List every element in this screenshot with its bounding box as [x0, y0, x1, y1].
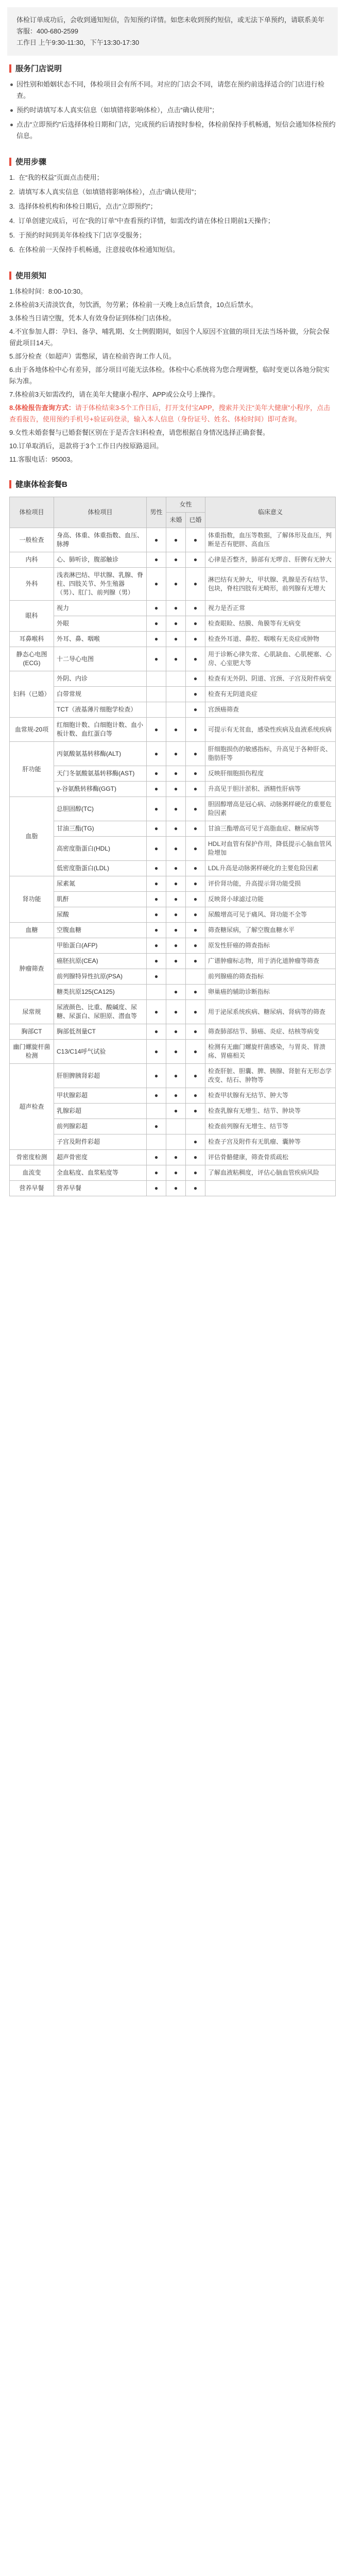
- row-category: 幽门螺旋杆菌检测: [10, 1040, 54, 1064]
- row-married-mark: ●: [186, 837, 205, 861]
- row-item: 全血粘度、血浆粘度等: [54, 1165, 147, 1181]
- row-item: 外眼: [54, 616, 147, 632]
- row-meaning: 评估骨骼健康，筛查骨质疏松: [205, 1150, 336, 1165]
- row-meaning: 原发性肝癌的筛查指标: [205, 938, 336, 954]
- row-unmarried-mark: ●: [166, 1024, 186, 1040]
- row-married-mark: [186, 969, 205, 985]
- row-item: 前列腺彩超: [54, 1119, 147, 1134]
- row-item: 营养早餐: [54, 1181, 147, 1196]
- store-section: [0, 56, 345, 149]
- table-row: [10, 1104, 336, 1119]
- row-meaning: [205, 1181, 336, 1196]
- row-male-mark: [147, 671, 166, 687]
- row-male-mark: ●: [147, 1088, 166, 1104]
- row-married-mark: ●: [186, 797, 205, 821]
- table-row: [10, 1134, 336, 1150]
- table-row: [10, 1119, 336, 1134]
- row-item: 尿液颜色、比重、酸碱度、尿糖、尿蛋白、尿胆原、潜血等: [54, 1000, 147, 1024]
- row-male-mark: ●: [147, 528, 166, 552]
- package-title: 健康体检套餐B: [15, 480, 67, 489]
- row-category: 妇科（已婚）: [10, 671, 54, 718]
- tip-item: 7.体检前3天如需改约，请在美年大健康小程序、APP或公众号上操作。: [9, 391, 220, 398]
- row-married-mark: ●: [186, 1181, 205, 1196]
- row-item: γ-谷氨酰转移酶(GGT): [54, 782, 147, 797]
- package-table-wrap: [0, 497, 345, 1196]
- row-meaning: 宫颈癌筛查: [205, 702, 336, 718]
- row-item: 甲胎蛋白(AFP): [54, 938, 147, 954]
- row-item: 身高、体重、体重指数、血压、脉搏: [54, 528, 147, 552]
- row-item: 乳腺彩超: [54, 1104, 147, 1119]
- package-section: [0, 471, 345, 497]
- row-unmarried-mark: ●: [166, 568, 186, 601]
- row-unmarried-mark: ●: [166, 552, 186, 568]
- row-unmarried-mark: ●: [166, 601, 186, 616]
- row-unmarried-mark: [166, 687, 186, 702]
- row-male-mark: ●: [147, 718, 166, 742]
- row-category: 血脂: [10, 797, 54, 876]
- row-meaning: 检查子宫及附件有无肌瘤、囊肿等: [205, 1134, 336, 1150]
- row-male-mark: ●: [147, 1119, 166, 1134]
- row-unmarried-mark: [166, 671, 186, 687]
- tip-item: 6.由于各地体检中心有差异，部分项目可能无法体检。体检中心系统将为您合理调整，临时变更以各地分院实际为准。: [9, 366, 330, 385]
- tip-item: 4.不宜参加人群：孕妇、备孕、哺乳期、女士例假期间，如因个人原因不宜做的项目无法当场补做，分院会保留此项目14天。: [9, 328, 330, 347]
- notice-hours: 工作日 上午9:30-11:30，下午13:30-17:30: [16, 39, 140, 46]
- row-meaning: 检查甲状腺有无结节、肿大等: [205, 1088, 336, 1104]
- row-category: 内科: [10, 552, 54, 568]
- row-category: 超声检查: [10, 1064, 54, 1150]
- row-married-mark: ●: [186, 1024, 205, 1040]
- row-meaning: 检查肝脏、胆囊、脾、胰腺、肾脏有无形态学改变、结石、肿物等: [205, 1064, 336, 1088]
- table-row: [10, 876, 336, 892]
- row-meaning: 评价肾功能，升高提示肾功能受损: [205, 876, 336, 892]
- row-unmarried-mark: ●: [166, 1064, 186, 1088]
- row-item: 外耳、鼻、咽喉: [54, 632, 147, 647]
- row-unmarried-mark: ●: [166, 837, 186, 861]
- row-category: 静态心电图(ECG): [10, 647, 54, 671]
- row-unmarried-mark: ●: [166, 616, 186, 632]
- row-meaning: 视力是否正常: [205, 601, 336, 616]
- row-unmarried-mark: ●: [166, 876, 186, 892]
- row-male-mark: ●: [147, 782, 166, 797]
- row-married-mark: ●: [186, 1165, 205, 1181]
- row-meaning: 检查外耳道、鼻腔、咽喉有无炎症或肿物: [205, 632, 336, 647]
- row-married-mark: ●: [186, 782, 205, 797]
- row-male-mark: ●: [147, 892, 166, 907]
- row-meaning: 心律是否整齐，肺部有无啰音、肝脾有无肿大: [205, 552, 336, 568]
- row-unmarried-mark: ●: [166, 892, 186, 907]
- row-male-mark: ●: [147, 552, 166, 568]
- row-category: 眼科: [10, 601, 54, 632]
- table-row: [10, 782, 336, 797]
- row-married-mark: ●: [186, 821, 205, 837]
- tip-item: 5.部分检查（如超声）需憋尿，请在检前咨询工作人员。: [9, 352, 176, 360]
- row-meaning: 可提示有无贫血，感染性疾病及血液系统疾病: [205, 718, 336, 742]
- col-header-married: 已婚: [186, 513, 205, 528]
- row-category: 耳鼻喉科: [10, 632, 54, 647]
- row-meaning: 检测有无幽门螺旋杆菌感染，与胃炎、胃溃疡、胃癌相关: [205, 1040, 336, 1064]
- package-table: [9, 497, 336, 1196]
- table-row: [10, 742, 336, 766]
- notice-box: [7, 7, 338, 56]
- row-unmarried-mark: ●: [166, 782, 186, 797]
- row-unmarried-mark: ●: [166, 923, 186, 938]
- table-row: [10, 1088, 336, 1104]
- row-male-mark: ●: [147, 907, 166, 923]
- tip-item: 11.客服电话：95003。: [9, 455, 77, 463]
- row-married-mark: ●: [186, 528, 205, 552]
- row-male-mark: ●: [147, 938, 166, 954]
- row-male-mark: ●: [147, 861, 166, 876]
- row-married-mark: ●: [186, 616, 205, 632]
- row-category: 一般检查: [10, 528, 54, 552]
- table-row: [10, 1064, 336, 1088]
- row-married-mark: ●: [186, 766, 205, 782]
- tips-section: [0, 263, 345, 471]
- table-row: [10, 552, 336, 568]
- row-male-mark: ●: [147, 601, 166, 616]
- row-category: 血流变: [10, 1165, 54, 1181]
- row-unmarried-mark: ●: [166, 1104, 186, 1119]
- row-item: 红细胞计数、白细胞计数、血小板计数、血红蛋白等: [54, 718, 147, 742]
- store-item: 因性别和婚姻状态不同，体检项目会有所不同。对应的门店会不同，请您在预约前选择适合的门店进行检查。: [9, 79, 336, 101]
- tip-item: 10.订单取消后，退款将于3个工作日内按原路退回。: [9, 442, 163, 450]
- table-row: [10, 632, 336, 647]
- section-bar-icon: [9, 64, 11, 73]
- row-married-mark: ●: [186, 892, 205, 907]
- row-unmarried-mark: [166, 702, 186, 718]
- row-item: 胸部低剂量CT: [54, 1024, 147, 1040]
- row-male-mark: ●: [147, 1000, 166, 1024]
- row-meaning: HDL对血管有保护作用，降低提示心脑血管风险增加: [205, 837, 336, 861]
- row-unmarried-mark: ●: [166, 766, 186, 782]
- notice-line: 体检订单成功后，会收到通知短信，告知预约详情。如您未收到预约短信，或无法下单预约，请联系美年客服：400-680-2599: [16, 16, 325, 35]
- row-male-mark: ●: [147, 821, 166, 837]
- col-header-unmarried: 未婚: [166, 513, 186, 528]
- row-unmarried-mark: ●: [166, 1088, 186, 1104]
- row-meaning: 广谱肿瘤标志物，用于消化道肿瘤等筛查: [205, 954, 336, 969]
- section-bar-icon: [9, 158, 11, 166]
- row-item: 浅表淋巴结、甲状腺、乳腺、脊柱、四肢关节、外生殖器（男）、肛门、前列腺（男）: [54, 568, 147, 601]
- table-row: [10, 837, 336, 861]
- table-row: [10, 797, 336, 821]
- row-item: 高密度脂蛋白(HDL): [54, 837, 147, 861]
- row-unmarried-mark: ●: [166, 821, 186, 837]
- row-married-mark: ●: [186, 568, 205, 601]
- row-married-mark: ●: [186, 1064, 205, 1088]
- row-item: 前列腺特异性抗原(PSA): [54, 969, 147, 985]
- row-male-mark: ●: [147, 876, 166, 892]
- row-married-mark: ●: [186, 702, 205, 718]
- row-meaning: 检查有无阴道炎症: [205, 687, 336, 702]
- row-unmarried-mark: ●: [166, 528, 186, 552]
- row-item: 超声骨密度: [54, 1150, 147, 1165]
- row-male-mark: ●: [147, 797, 166, 821]
- table-row: [10, 568, 336, 601]
- table-row: [10, 892, 336, 907]
- table-row: [10, 1150, 336, 1165]
- row-meaning: 筛查肺部结节、肺癌、炎症、结核等病变: [205, 1024, 336, 1040]
- row-meaning: 检查前列腺有无增生、结节等: [205, 1119, 336, 1134]
- row-male-mark: [147, 702, 166, 718]
- row-male-mark: ●: [147, 923, 166, 938]
- row-married-mark: ●: [186, 1104, 205, 1119]
- row-item: 总胆固醇(TC): [54, 797, 147, 821]
- row-item: 甲状腺彩超: [54, 1088, 147, 1104]
- row-male-mark: ●: [147, 568, 166, 601]
- steps-title: 使用步骤: [15, 158, 47, 166]
- table-row: [10, 1040, 336, 1064]
- col-header-item: 体检项目: [54, 497, 147, 528]
- row-category: 肿瘤筛查: [10, 938, 54, 1000]
- store-item: 点击“立即预约”后选择体检日期和门店，完成预约后请按时参检，体检前保持手机畅通，短信会通知体检预约信息。: [9, 119, 336, 142]
- tip-item: 9.女性未婚套餐与已婚套餐区别在于是否含妇科检查，请您根据自身情况选择正确套餐。: [9, 429, 269, 436]
- row-meaning: 体重指数，血压等数据，了解体形及血压，判断是否有肥胖、高血压: [205, 528, 336, 552]
- row-meaning: 用于泌尿系统疾病、糖尿病、肾病等的筛查: [205, 1000, 336, 1024]
- tips-title: 使用须知: [15, 272, 47, 280]
- row-male-mark: ●: [147, 837, 166, 861]
- row-item: 子宫及附件彩超: [54, 1134, 147, 1150]
- row-male-mark: [147, 1134, 166, 1150]
- row-married-mark: ●: [186, 861, 205, 876]
- row-unmarried-mark: ●: [166, 954, 186, 969]
- row-married-mark: ●: [186, 552, 205, 568]
- row-male-mark: ●: [147, 1064, 166, 1088]
- table-row: [10, 687, 336, 702]
- table-row: [10, 969, 336, 985]
- row-unmarried-mark: [166, 1134, 186, 1150]
- row-married-mark: ●: [186, 742, 205, 766]
- row-meaning: 卵巢癌的辅助诊断指标: [205, 985, 336, 1000]
- row-unmarried-mark: [166, 1119, 186, 1134]
- col-header-male: 男性: [147, 497, 166, 528]
- table-row: [10, 1024, 336, 1040]
- table-row: [10, 766, 336, 782]
- row-category: 营养早餐: [10, 1181, 54, 1196]
- table-row: [10, 616, 336, 632]
- tip-item: 2.体检前3天清淡饮食，勿饮酒，勿劳累；体检前一天晚上8点后禁食，10点后禁水。: [9, 301, 257, 309]
- row-male-mark: ●: [147, 632, 166, 647]
- row-married-mark: ●: [186, 1150, 205, 1165]
- tip-item: 1.体检时间：8:00-10:30。: [9, 287, 88, 295]
- row-married-mark: ●: [186, 938, 205, 954]
- row-item: TCT（液基薄片细胞学检查）: [54, 702, 147, 718]
- row-male-mark: ●: [147, 1040, 166, 1064]
- row-item: 空腹血糖: [54, 923, 147, 938]
- table-row: [10, 907, 336, 923]
- row-male-mark: ●: [147, 616, 166, 632]
- row-unmarried-mark: ●: [166, 1000, 186, 1024]
- row-item: 白带常规: [54, 687, 147, 702]
- row-item: 癌胚抗原(CEA): [54, 954, 147, 969]
- row-meaning: LDL升高是动脉粥样硬化的主要危险因素: [205, 861, 336, 876]
- table-row: [10, 718, 336, 742]
- section-bar-icon: [9, 480, 11, 488]
- row-meaning: 反映肾小球滤过功能: [205, 892, 336, 907]
- row-item: 尿酸: [54, 907, 147, 923]
- table-row: [10, 702, 336, 718]
- row-married-mark: ●: [186, 1088, 205, 1104]
- table-row: [10, 1181, 336, 1196]
- table-row: [10, 1165, 336, 1181]
- row-meaning: 筛查糖尿病，了解空腹血糖水平: [205, 923, 336, 938]
- row-married-mark: ●: [186, 985, 205, 1000]
- table-row: [10, 1000, 336, 1024]
- row-item: 丙氨酸氨基转移酶(ALT): [54, 742, 147, 766]
- row-item: 甘油三酯(TG): [54, 821, 147, 837]
- row-married-mark: ●: [186, 954, 205, 969]
- row-unmarried-mark: ●: [166, 907, 186, 923]
- row-male-mark: ●: [147, 1024, 166, 1040]
- table-row: [10, 601, 336, 616]
- row-unmarried-mark: ●: [166, 647, 186, 671]
- row-meaning: 检查有无外阴、阴道、宫颈、子宫及附件病变: [205, 671, 336, 687]
- row-unmarried-mark: ●: [166, 1040, 186, 1064]
- row-male-mark: [147, 985, 166, 1000]
- report-query-tip: 8.体检报告查询方式：请于体检结束3-5个工作日后，打开支付宝APP，搜索并关注“美年大健康”小程序，点击查看报告，使用预约手机号+验证码登录，输入本人信息（身份证号、姓名、体检时间）即可查询。: [9, 404, 331, 423]
- row-meaning: 升高见于胆汁淤积、酒精性肝病等: [205, 782, 336, 797]
- row-married-mark: [186, 1119, 205, 1134]
- row-meaning: 了解血液粘稠度，评估心脑血管疾病风险: [205, 1165, 336, 1181]
- col-header-meaning: 临床意义: [205, 497, 336, 528]
- row-meaning: 胆固醇增高是冠心病、动脉粥样硬化的重要危险因素: [205, 797, 336, 821]
- row-meaning: 甘油三酯增高可见于高脂血症、糖尿病等: [205, 821, 336, 837]
- row-married-mark: ●: [186, 687, 205, 702]
- row-category: 胸部CT: [10, 1024, 54, 1040]
- row-male-mark: ●: [147, 766, 166, 782]
- row-unmarried-mark: [166, 969, 186, 985]
- table-row: [10, 985, 336, 1000]
- table-row: [10, 528, 336, 552]
- step-item: 1. 在“我的权益”页面点击使用；: [9, 174, 104, 181]
- row-meaning: 检查乳腺有无增生、结节、肿块等: [205, 1104, 336, 1119]
- table-row: [10, 861, 336, 876]
- row-category: 肾功能: [10, 876, 54, 923]
- row-unmarried-mark: ●: [166, 797, 186, 821]
- row-unmarried-mark: ●: [166, 632, 186, 647]
- step-item: 2. 请填写本人真实信息（如填错将影响体检），点击“确认使用”；: [9, 188, 201, 196]
- table-row: [10, 923, 336, 938]
- row-meaning: 尿酸增高可见于痛风、肾功能不全等: [205, 907, 336, 923]
- row-married-mark: ●: [186, 647, 205, 671]
- table-row: [10, 671, 336, 687]
- row-male-mark: ●: [147, 647, 166, 671]
- row-category: 尿常规: [10, 1000, 54, 1024]
- col-header-category: 体检项目: [10, 497, 54, 528]
- store-title: 服务门店说明: [15, 64, 62, 73]
- row-item: 尿素氮: [54, 876, 147, 892]
- row-married-mark: ●: [186, 632, 205, 647]
- row-married-mark: ●: [186, 601, 205, 616]
- table-row: [10, 938, 336, 954]
- row-category: 血常规-20项: [10, 718, 54, 742]
- row-married-mark: ●: [186, 1000, 205, 1024]
- tip-item: 3.体检当日请空腹，凭本人有效身份证到体检门店体检。: [9, 314, 176, 322]
- row-married-mark: ●: [186, 876, 205, 892]
- row-meaning: 检查眼睑、结膜、角膜等有无病变: [205, 616, 336, 632]
- table-row: [10, 954, 336, 969]
- step-item: 3. 选择体检机构和体检日期后，点击“立即预约”；: [9, 202, 157, 210]
- row-unmarried-mark: ●: [166, 742, 186, 766]
- row-item: 低密度脂蛋白(LDL): [54, 861, 147, 876]
- row-married-mark: ●: [186, 923, 205, 938]
- table-row: [10, 647, 336, 671]
- steps-section: [0, 149, 345, 263]
- row-item: C13/C14呼气试验: [54, 1040, 147, 1064]
- section-bar-icon: [9, 272, 11, 280]
- row-male-mark: ●: [147, 969, 166, 985]
- row-item: 肝胆脾胰肾彩超: [54, 1064, 147, 1088]
- row-item: 糖类抗原125(CA125): [54, 985, 147, 1000]
- step-item: 4. 订单创建完成后，可在“我的订单”中查看预约详情，如需改约请在体检日期前1天操作；: [9, 217, 274, 225]
- row-unmarried-mark: ●: [166, 861, 186, 876]
- row-unmarried-mark: ●: [166, 1150, 186, 1165]
- row-male-mark: ●: [147, 1165, 166, 1181]
- row-category: 外科: [10, 568, 54, 601]
- row-meaning: 前列腺癌的筛查指标: [205, 969, 336, 985]
- row-male-mark: [147, 687, 166, 702]
- col-header-female: 女性: [166, 497, 205, 513]
- row-married-mark: ●: [186, 718, 205, 742]
- row-male-mark: ●: [147, 1150, 166, 1165]
- step-item: 6. 在体检前一天保持手机畅通，注意接收体检通知短信。: [9, 246, 180, 253]
- row-category: 肝功能: [10, 742, 54, 797]
- row-category: 血糖: [10, 923, 54, 938]
- store-item: 预约时请填写本人真实信息（如填错将影响体检），点击“确认使用”；: [9, 105, 336, 116]
- row-male-mark: ●: [147, 954, 166, 969]
- row-married-mark: ●: [186, 907, 205, 923]
- row-item: 天门冬氨酸氨基转移酶(AST): [54, 766, 147, 782]
- row-meaning: 肝细胞损伤的敏感指标，升高见于各种肝炎、脂肪肝等: [205, 742, 336, 766]
- row-married-mark: ●: [186, 1134, 205, 1150]
- row-married-mark: ●: [186, 1040, 205, 1064]
- row-male-mark: ●: [147, 742, 166, 766]
- row-unmarried-mark: ●: [166, 1181, 186, 1196]
- row-item: 心、肺听诊，腹部触诊: [54, 552, 147, 568]
- row-married-mark: ●: [186, 671, 205, 687]
- row-meaning: 反映肝细胞损伤程度: [205, 766, 336, 782]
- row-meaning: 淋巴结有无肿大，甲状腺、乳腺是否有结节、包块，脊柱四肢有无畸形，前列腺有无增大: [205, 568, 336, 601]
- row-male-mark: ●: [147, 1181, 166, 1196]
- row-unmarried-mark: ●: [166, 938, 186, 954]
- row-item: 十二导心电图: [54, 647, 147, 671]
- row-meaning: 用于诊断心律失常、心肌缺血、心肌梗塞、心房、心室肥大等: [205, 647, 336, 671]
- row-unmarried-mark: ●: [166, 1165, 186, 1181]
- step-item: 5. 于预约时间到美年体检线下门店享受服务；: [9, 231, 146, 239]
- row-item: 外阴、内诊: [54, 671, 147, 687]
- row-item: 视力: [54, 601, 147, 616]
- row-unmarried-mark: ●: [166, 985, 186, 1000]
- row-male-mark: [147, 1104, 166, 1119]
- table-row: [10, 821, 336, 837]
- row-unmarried-mark: ●: [166, 718, 186, 742]
- row-category: 骨密度检测: [10, 1150, 54, 1165]
- row-item: 肌酐: [54, 892, 147, 907]
